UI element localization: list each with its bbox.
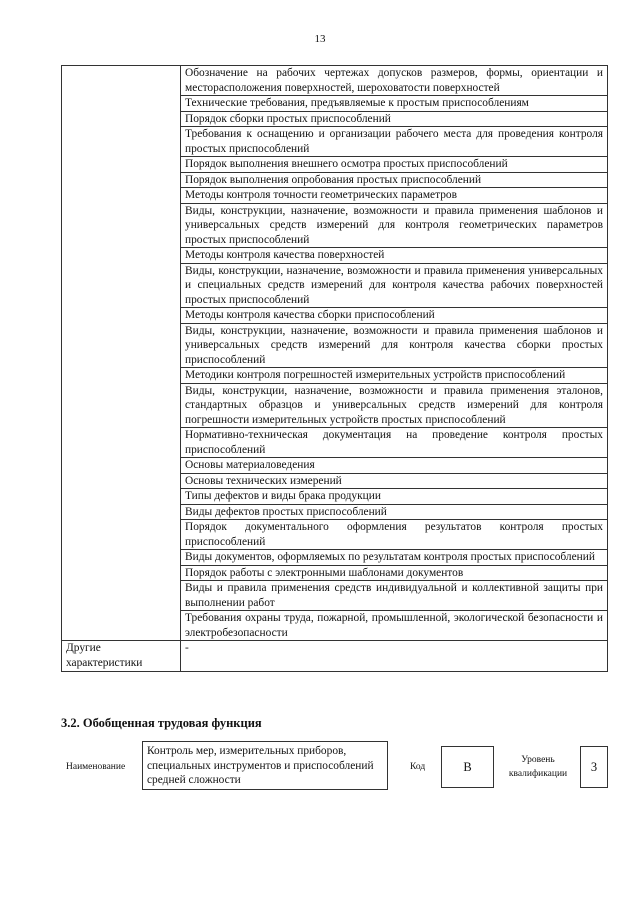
requirement-item: Основы материаловедения <box>181 458 608 474</box>
requirement-category-cell <box>62 66 181 641</box>
requirement-item: Основы технических измерений <box>181 473 608 489</box>
requirement-item: Порядок работы с электронными шаблонами документов <box>181 565 608 581</box>
requirement-item: Методы контроля точности геометрических параметров <box>181 188 608 204</box>
requirement-item: Требования охраны труда, пожарной, промышленной, экологической безопасности и электробезопасности <box>181 611 608 641</box>
qualification-level-box: 3 <box>580 746 608 788</box>
page-number: 13 <box>314 33 326 45</box>
requirement-item: Виды, конструкции, назначение, возможности и правила применения шаблонов и универсальных средств измерений для контроля качества сборки простых приспособлений <box>181 323 608 368</box>
name-label: Наименование <box>66 762 126 772</box>
requirement-item: Виды дефектов простых приспособлений <box>181 504 608 520</box>
other-characteristics-label: Другие характеристики <box>62 641 181 672</box>
function-name-box: Контроль мер, измерительных приборов, специальных инструментов и приспособлений средней сложности <box>142 741 388 790</box>
requirement-item: Обозначение на рабочих чертежах допусков размеров, формы, ориентации и месторасположения поверхностей, шероховатости поверхностей <box>181 66 608 96</box>
requirement-item: Нормативно-техническая документация на проведение контроля простых приспособлений <box>181 428 608 458</box>
requirement-item: Порядок сборки простых приспособлений <box>181 111 608 127</box>
requirement-item: Методы контроля качества сборки приспособлений <box>181 308 608 324</box>
requirement-item: Типы дефектов и виды брака продукции <box>181 489 608 505</box>
other-characteristics-row <box>62 641 608 672</box>
other-characteristics-value: - <box>181 641 608 672</box>
requirement-item: Виды, конструкции, назначение, возможности и правила применения эталонов, стандартных образцов и универсальных средств измерений для контроля погрешности измерительных устройств простых приспособлений <box>181 383 608 428</box>
code-label: Код <box>410 762 426 772</box>
requirement-item: Порядок документального оформления результатов контроля простых приспособлений <box>181 520 608 550</box>
code-box: В <box>441 746 494 788</box>
requirement-item: Методики контроля погрешностей измерительных устройств приспособлений <box>181 368 608 384</box>
requirement-item: Технические требования, предъявляемые к простым приспособлениям <box>181 96 608 112</box>
requirement-item: Виды, конструкции, назначение, возможности и правила применения шаблонов и универсальных средств измерений для контроля геометрических параметров простых приспособлений <box>181 203 608 248</box>
section-title: 3.2. Обобщенная трудовая функция <box>61 716 262 730</box>
requirement-item: Порядок выполнения опробования простых приспособлений <box>181 172 608 188</box>
requirement-item: Порядок выполнения внешнего осмотра простых приспособлений <box>181 157 608 173</box>
requirement-item: Виды документов, оформляемых по результатам контроля простых приспособлений <box>181 550 608 566</box>
requirement-row <box>62 66 608 96</box>
requirement-item: Требования к оснащению и организации рабочего места для проведения контроля простых приспособлений <box>181 127 608 157</box>
qualification-level-label: Уровень квалификации <box>508 755 568 779</box>
requirement-item: Методы контроля качества поверхностей <box>181 248 608 264</box>
requirement-item: Виды и правила применения средств индивидуальной и коллективной защиты при выполнении работ <box>181 581 608 611</box>
knowledge-requirements-table <box>61 65 608 672</box>
requirement-item: Виды, конструкции, назначение, возможности и правила применения универсальных и специальных средств измерений для контроля качества рабочих поверхностей простых приспособлений <box>181 263 608 308</box>
